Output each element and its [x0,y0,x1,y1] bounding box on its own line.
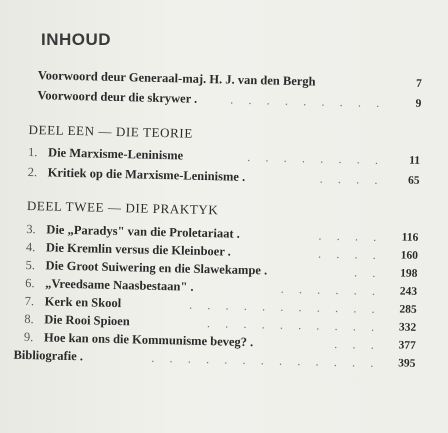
dot-leader: . . . . . . . . . [230,92,386,111]
dot-leader: . . . . . . . . . . . . . [151,350,380,371]
dot-leader: . . . [334,336,381,353]
dot-leader: . . . . . . . . . . [206,316,381,335]
toc-page-number: 9 [415,97,422,110]
dot-leader: . . [353,265,382,281]
toc-page-number: 7 [415,77,422,90]
chapter-number: 7. [24,293,35,309]
toc-page-number: 11 [409,154,421,167]
chapter-number: 3. [26,221,36,237]
page-title: INHOUD [41,30,112,49]
chapter-number: 4. [25,239,36,255]
toc-page-number: 377 [398,339,416,352]
toc-entry-text: „Vreedsame Naasbestaan" . [45,276,194,294]
toc-page-number: 395 [398,357,416,370]
toc-entry-text: Kritiek op die Marxisme-Leninisme . [47,165,246,184]
toc-page-number: 243 [399,285,418,298]
toc-entry-text: Die Kremlin versus die Kleinboer . [45,240,232,259]
toc-entry-text: Kerk en Skool [44,294,122,311]
chapter-number: 5. [25,257,36,273]
toc-page-number: 332 [398,321,417,334]
toc-entry-text: Bibliografie . [13,347,84,364]
dot-leader: . . . . [318,228,383,245]
dot-leader: . . . . [319,171,384,188]
toc-page-number: 116 [401,231,419,244]
toc-entry-text: Voorwoord deur Generaal-maj. H. J. van den Bergh [37,68,316,89]
dot-leader: . . . . . . [280,281,382,299]
chapter-number: 9. [23,329,34,345]
dot-leader: . . . . . . . . [247,149,385,168]
section-heading-part-one: DEEL EEN — DIE TEORIE [28,121,194,141]
toc-entry-text: Hoe kan ons die Kommunisme beveg? . [43,330,254,350]
chapter-number: 1. [27,144,38,160]
section-heading-part-two: DEEL TWEE — DIE PRAKTYK [26,197,219,218]
chapter-number: 8. [24,311,34,327]
toc-entry-text: Voorwoord deur die skrywer . [37,88,198,106]
toc-page-number: 198 [400,267,418,280]
toc-entry-text: Die Groot Suiwering en die Slawekampe . [45,258,268,278]
toc-entry-text: Die Marxisme-Leninisme [47,145,184,163]
toc-page-number: 160 [400,249,419,262]
toc-page-number: 65 [407,174,420,187]
toc-page-number: 285 [399,303,417,316]
toc-entry-text: Die „Paradys" van die Proletariaat . [46,222,240,241]
dot-leader: . . . . . . . . . . . [188,297,381,317]
chapter-number: 6. [25,275,35,291]
chapter-number: 2. [27,164,38,180]
dot-leader: . . . . [317,246,383,263]
toc-entry-text: Die Rooi Spioen [44,312,130,329]
